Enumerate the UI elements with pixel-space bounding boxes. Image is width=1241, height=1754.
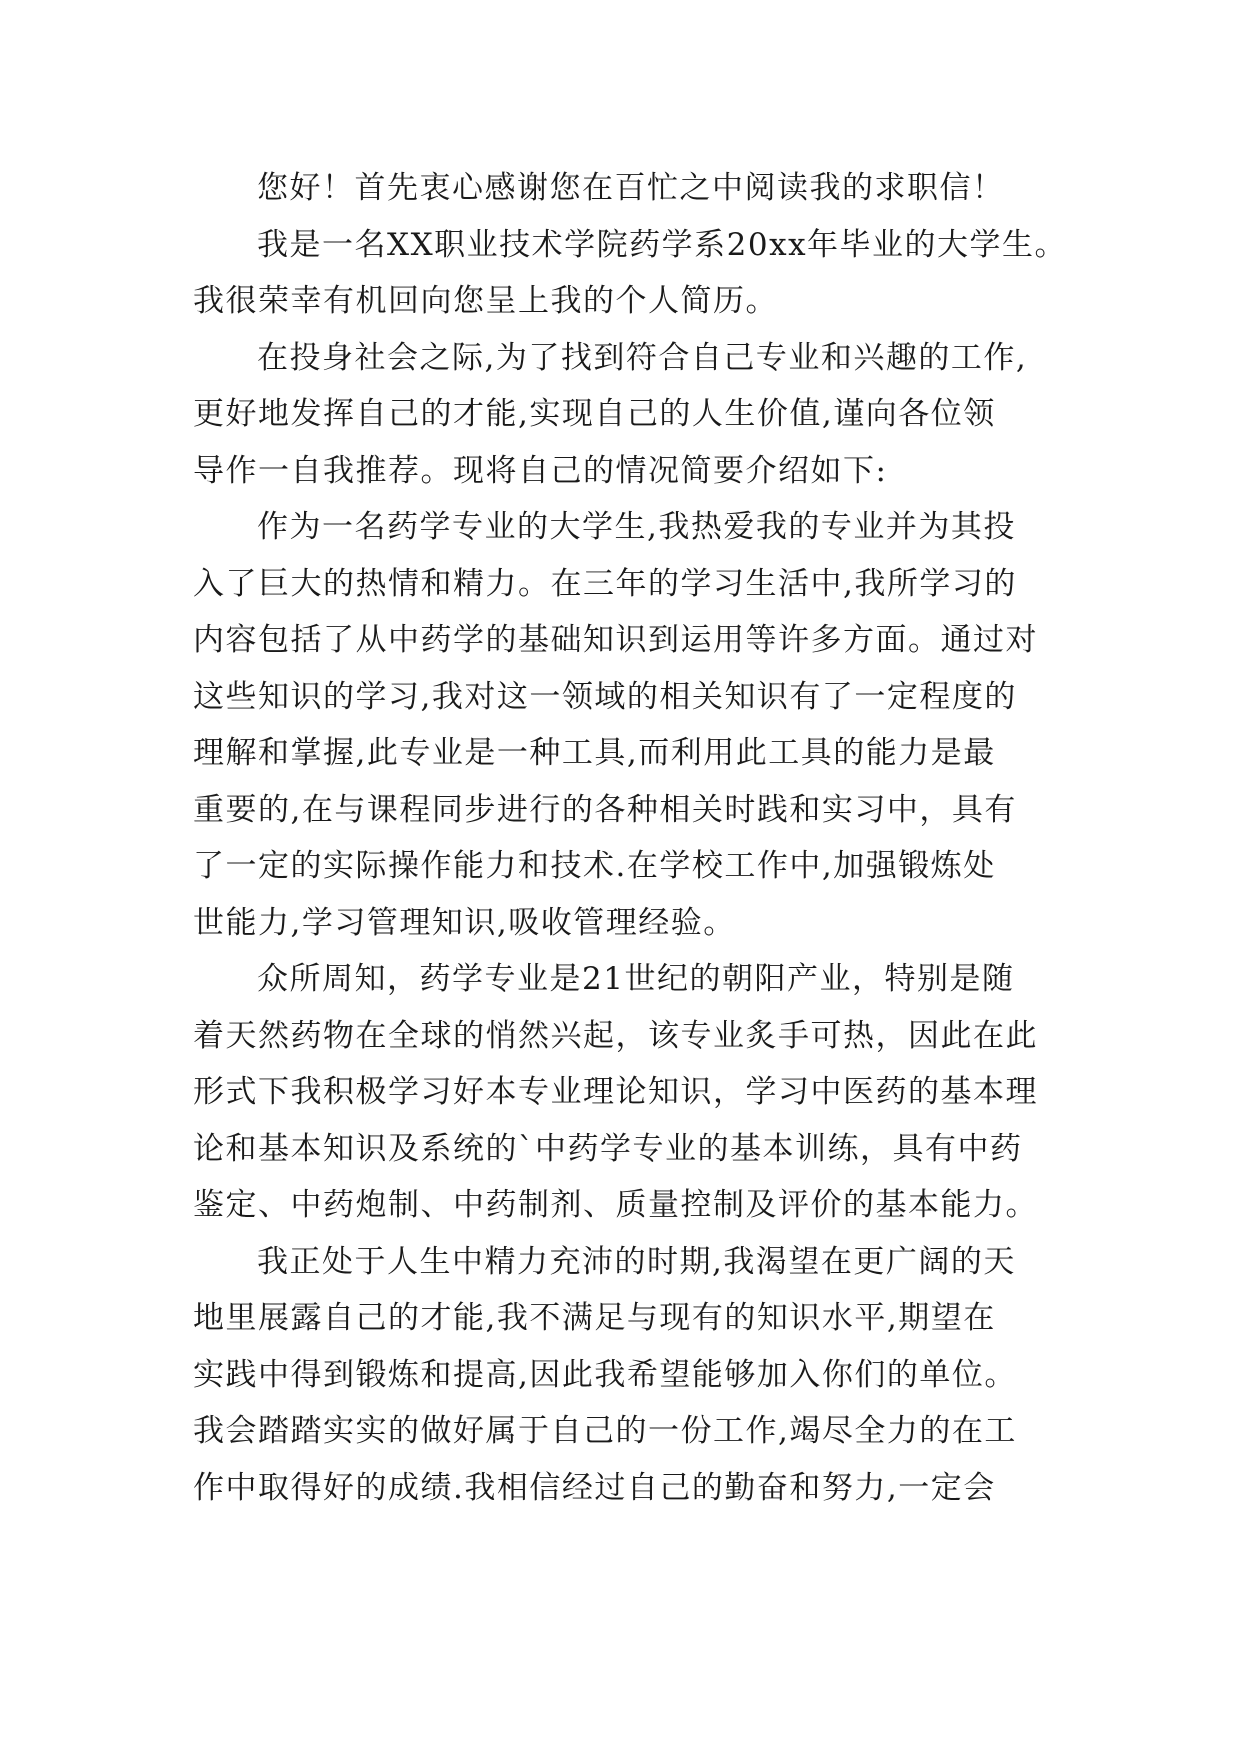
text-line: 世能力,学习管理知识,吸收管理经验。 bbox=[193, 904, 736, 941]
text-line: 鉴定、中药炮制、中药制剂、质量控制及评价的基本能力。 bbox=[193, 1187, 1038, 1223]
text-line: 我会踏踏实实的做好属于自己的一份工作,竭尽全力的在工 bbox=[193, 1413, 1017, 1449]
text-line: 入了巨大的热情和精力。在三年的学习生活中,我所学习的 bbox=[193, 565, 1017, 602]
text-line: 众所周知，药学专业是21世纪的朝阳产业，特别是随 bbox=[257, 961, 1015, 997]
text-line: 着天然药物在全球的悄然兴起，该专业炙手可热，因此在此 bbox=[193, 1017, 1038, 1054]
text-line: 我很荣幸有机回向您呈上我的个人简历。 bbox=[193, 283, 778, 319]
text-line: 地里展露自己的才能,我不满足与现有的知识水平,期望在 bbox=[193, 1300, 996, 1336]
text-line: 论和基本知识及系统的`中药学专业的基本训练，具有中药 bbox=[193, 1130, 1023, 1167]
text-line: 形式下我积极学习好本专业理论知识，学习中医药的基本理 bbox=[193, 1074, 1038, 1110]
text-line: 了一定的实际操作能力和技术.在学校工作中,加强锻炼处 bbox=[193, 848, 996, 884]
text-line: 这些知识的学习,我对这一领域的相关知识有了一定程度的 bbox=[193, 678, 1017, 715]
text-line: 重要的,在与课程同步进行的各种相关时践和实习中，具有 bbox=[193, 791, 1017, 828]
text-line: 理解和掌握,此专业是一种工具,而利用此工具的能力是最 bbox=[193, 735, 996, 771]
text-line: 您好！首先衷心感谢您在百忙之中阅读我的求职信！ bbox=[257, 170, 1005, 206]
text-line: 作中取得好的成绩.我相信经过自己的勤奋和努力,一定会 bbox=[193, 1469, 996, 1506]
text-line: 导作一自我推荐。现将自己的情况简要介绍如下: bbox=[193, 452, 888, 489]
letter-body bbox=[193, 160, 1068, 1516]
text-line: 在投身社会之际,为了找到符合自己专业和兴趣的工作, bbox=[257, 339, 1028, 376]
text-line: 更好地发挥自己的才能,实现自己的人生价值,谨向各位领 bbox=[193, 396, 996, 432]
text-line: 实践中得到锻炼和提高,因此我希望能够加入你们的单位。 bbox=[193, 1356, 1017, 1393]
text-line: 作为一名药学专业的大学生,我热爱我的专业并为其投 bbox=[257, 509, 1016, 545]
text-line: 我正处于人生中精力充沛的时期,我渴望在更广阔的天 bbox=[257, 1243, 1016, 1280]
text-line: 内容包括了从中药学的基础知识到运用等许多方面。通过对 bbox=[193, 622, 1038, 658]
text-line: 我是一名XX职业技术学院药学系20xx年毕业的大学生。 bbox=[257, 226, 1068, 263]
